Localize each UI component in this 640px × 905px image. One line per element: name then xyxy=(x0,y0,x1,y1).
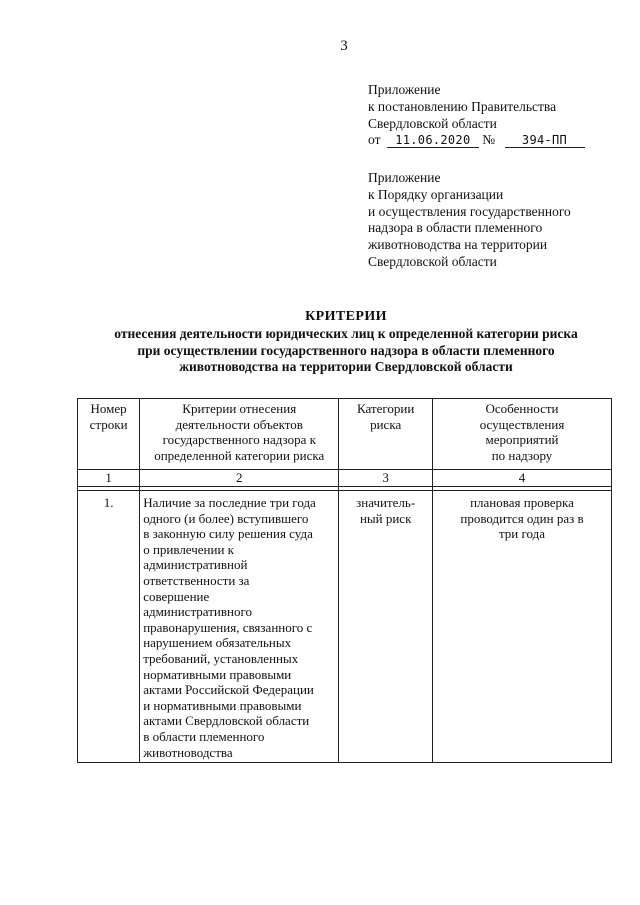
header-row-number xyxy=(78,399,140,470)
header-text: Номер xyxy=(90,401,127,416)
number-label: № xyxy=(482,132,496,148)
from-label: от xyxy=(368,132,381,148)
appendix-procedure xyxy=(368,170,571,271)
appendix-procedure-line: надзора в области племенного xyxy=(368,220,543,236)
appendix-resolution xyxy=(368,82,585,149)
criteria-line: административной xyxy=(143,557,248,573)
header-text: по надзору xyxy=(491,447,553,463)
header-text: деятельности объектов xyxy=(175,416,303,432)
features-line: проводится один раз в xyxy=(460,510,584,526)
criteria-line: в законную силу решения суда xyxy=(143,526,313,542)
appendix-resolution-line: к постановлению Правительства xyxy=(368,98,557,114)
criteria-table xyxy=(77,398,612,763)
header-text: Особенности xyxy=(485,401,559,416)
column-number: 2 xyxy=(140,470,339,487)
features-line: три года xyxy=(498,526,546,542)
header-text: государственного надзора к xyxy=(162,432,316,448)
resolution-date: 11.06.2020 xyxy=(387,134,479,148)
column-number: 3 xyxy=(339,470,433,487)
column-number: 4 xyxy=(433,470,612,487)
criteria-line: актами Свердловской области xyxy=(143,713,310,729)
document-heading xyxy=(56,308,636,376)
document-subtitle-line: отнесения деятельности юридических лиц к определенной категории риска xyxy=(114,326,578,341)
table-row xyxy=(78,491,612,763)
header-text: определенной категории риска xyxy=(154,447,325,463)
criteria-line: актами Российской Федерации xyxy=(143,682,314,698)
appendix-procedure-line: и осуществления государственного xyxy=(368,203,571,219)
column-number: 1 xyxy=(78,470,140,487)
header-risk-category xyxy=(339,399,433,470)
table-header-row xyxy=(78,399,612,470)
page-number: 3 xyxy=(340,38,348,54)
document-subtitle-line: животноводства на территории Свердловской области xyxy=(179,359,513,374)
resolution-date-line xyxy=(368,132,585,149)
features-line: плановая проверка xyxy=(470,495,574,510)
category-line: ный риск xyxy=(359,510,412,526)
row-criteria xyxy=(140,491,339,763)
row-features xyxy=(433,491,612,763)
header-text: осуществления xyxy=(479,416,565,432)
header-text: риска xyxy=(370,416,402,432)
row-number: 1. xyxy=(78,491,140,763)
criteria-line: в области племенного xyxy=(143,728,265,744)
category-line: значитель- xyxy=(356,495,416,510)
appendix-procedure-line: к Порядку организации xyxy=(368,186,504,202)
column-number-row xyxy=(78,470,612,487)
criteria-line: Наличие за последние три года xyxy=(143,495,316,510)
header-text: строки xyxy=(89,416,128,432)
appendix-resolution-line: Свердловской области xyxy=(368,115,497,131)
appendix-procedure-line: животноводства на территории xyxy=(368,237,548,253)
criteria-line: требований, установленных xyxy=(143,650,299,666)
resolution-number: 394-ПП xyxy=(505,134,585,148)
row-risk-category xyxy=(339,491,433,763)
criteria-line: совершение xyxy=(143,588,210,604)
criteria-line: ответственности за xyxy=(143,572,250,588)
appendix-procedure-line: Приложение xyxy=(368,170,441,185)
criteria-line: административного xyxy=(143,604,252,620)
header-text: Критерии отнесения xyxy=(182,401,297,416)
criteria-line: одного (и более) вступившего xyxy=(143,510,309,526)
document-subtitle-line: при осуществлении государственного надзора в области племенного xyxy=(137,342,555,358)
header-criteria xyxy=(140,399,339,470)
header-text: Категории xyxy=(357,401,415,416)
appendix-resolution-line: Приложение xyxy=(368,82,441,97)
criteria-line: правонарушения, связанного с xyxy=(143,619,313,635)
header-features xyxy=(433,399,612,470)
criteria-line: нарушением обязательных xyxy=(143,635,292,651)
criteria-line: животноводства xyxy=(143,744,233,760)
header-text: мероприятий xyxy=(485,432,559,448)
document-title: КРИТЕРИИ xyxy=(305,309,387,324)
criteria-line: и нормативными правовыми xyxy=(143,697,302,713)
criteria-line: о привлечении к xyxy=(143,541,234,557)
criteria-line: нормативными правовыми xyxy=(143,666,292,682)
appendix-procedure-line: Свердловской области xyxy=(368,253,497,269)
